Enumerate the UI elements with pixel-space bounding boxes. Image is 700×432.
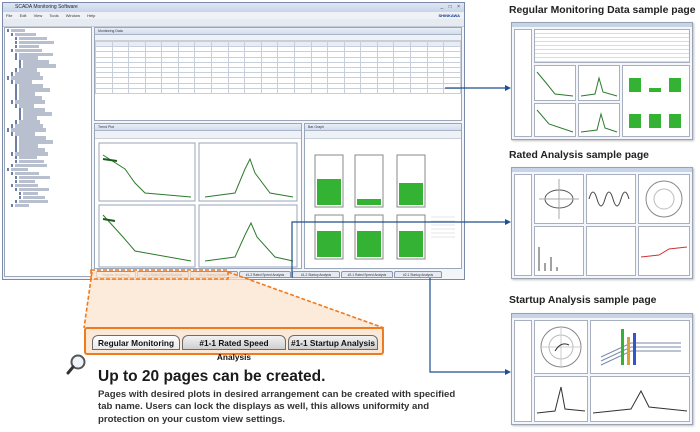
tab-2-1-startup[interactable]: #2-1 Startup Analysis bbox=[394, 271, 442, 278]
thumb-trend-2 bbox=[578, 65, 620, 101]
table-pane-header: Monitoring Data bbox=[95, 28, 461, 35]
bar-pane-header: Bar Graph bbox=[305, 124, 461, 131]
tab-callout bbox=[84, 327, 384, 362]
thumb-titlebar-2 bbox=[512, 168, 692, 172]
trend-pane-header: Trend Plot bbox=[95, 124, 301, 131]
thumb-spectrum bbox=[534, 226, 584, 276]
sample-thumb-startup[interactable] bbox=[511, 313, 693, 425]
thumb-tree bbox=[514, 29, 532, 137]
menu-view[interactable]: View bbox=[33, 13, 43, 18]
thumb-trend-6 bbox=[590, 376, 690, 422]
menu-file[interactable]: File bbox=[6, 13, 13, 18]
description: Pages with desired plots in desired arrangement can be created with specified tab name. Users can lock the displays as well, this allows uniformity and protection on your custom view settings. bbox=[98, 389, 456, 425]
thumb-tree-3 bbox=[514, 320, 532, 422]
thumb-waterfall bbox=[590, 320, 690, 374]
thumb-tree-2 bbox=[514, 174, 532, 276]
thumb-polar-2 bbox=[534, 320, 588, 374]
menu-help[interactable]: Help bbox=[87, 13, 96, 18]
menu-tools[interactable]: Tools bbox=[49, 13, 59, 18]
window-title: SCADA Monitoring Software bbox=[15, 4, 78, 10]
thumb-trend-5 bbox=[638, 226, 690, 276]
window-controls[interactable]: _ □ × bbox=[440, 4, 462, 10]
menu-edit[interactable]: Edit bbox=[19, 13, 27, 18]
thumb-bode bbox=[534, 376, 588, 422]
thumb-trend-4 bbox=[578, 103, 620, 137]
headline: Up to 20 pages can be created. bbox=[98, 368, 326, 385]
callout-tab-rated-speed[interactable]: #1-1 Rated Speed Analysis bbox=[182, 335, 286, 350]
thumb-orbit-1 bbox=[534, 174, 584, 224]
thumb-trend-3 bbox=[534, 103, 576, 137]
thumb-titlebar bbox=[512, 23, 692, 27]
sample-title-rated: Rated Analysis sample page bbox=[509, 150, 649, 161]
menu-window[interactable]: Window bbox=[65, 13, 80, 18]
thumb-table bbox=[534, 29, 690, 63]
tab-1-2-rated[interactable]: #1-2 Rated Speed Analysis bbox=[239, 271, 291, 278]
sample-title-regular: Regular Monitoring Data sample page bbox=[509, 5, 696, 16]
callout-tab-startup[interactable]: #1-1 Startup Analysis bbox=[288, 335, 378, 350]
sample-title-startup: Startup Analysis sample page bbox=[509, 295, 657, 306]
thumb-bars bbox=[622, 65, 690, 137]
callout-tab-regular-monitoring[interactable]: Regular Monitoring bbox=[92, 335, 180, 350]
sample-thumb-regular[interactable] bbox=[511, 22, 693, 140]
sample-thumb-rated[interactable] bbox=[511, 167, 693, 279]
magnifier-icon bbox=[66, 353, 88, 375]
thumb-polar bbox=[638, 174, 690, 224]
thumb-waveform bbox=[586, 174, 636, 224]
tab-2-1-rated[interactable]: #2-1 Rated Speed Analysis bbox=[341, 271, 393, 278]
thumb-scatter bbox=[586, 226, 636, 276]
brand-logo: SHINKAWA bbox=[438, 13, 460, 18]
thumb-titlebar-3 bbox=[512, 314, 692, 318]
tab-1-2-startup[interactable]: #1-2 Startup Analysis bbox=[292, 271, 340, 278]
thumb-trend-1 bbox=[534, 65, 576, 101]
